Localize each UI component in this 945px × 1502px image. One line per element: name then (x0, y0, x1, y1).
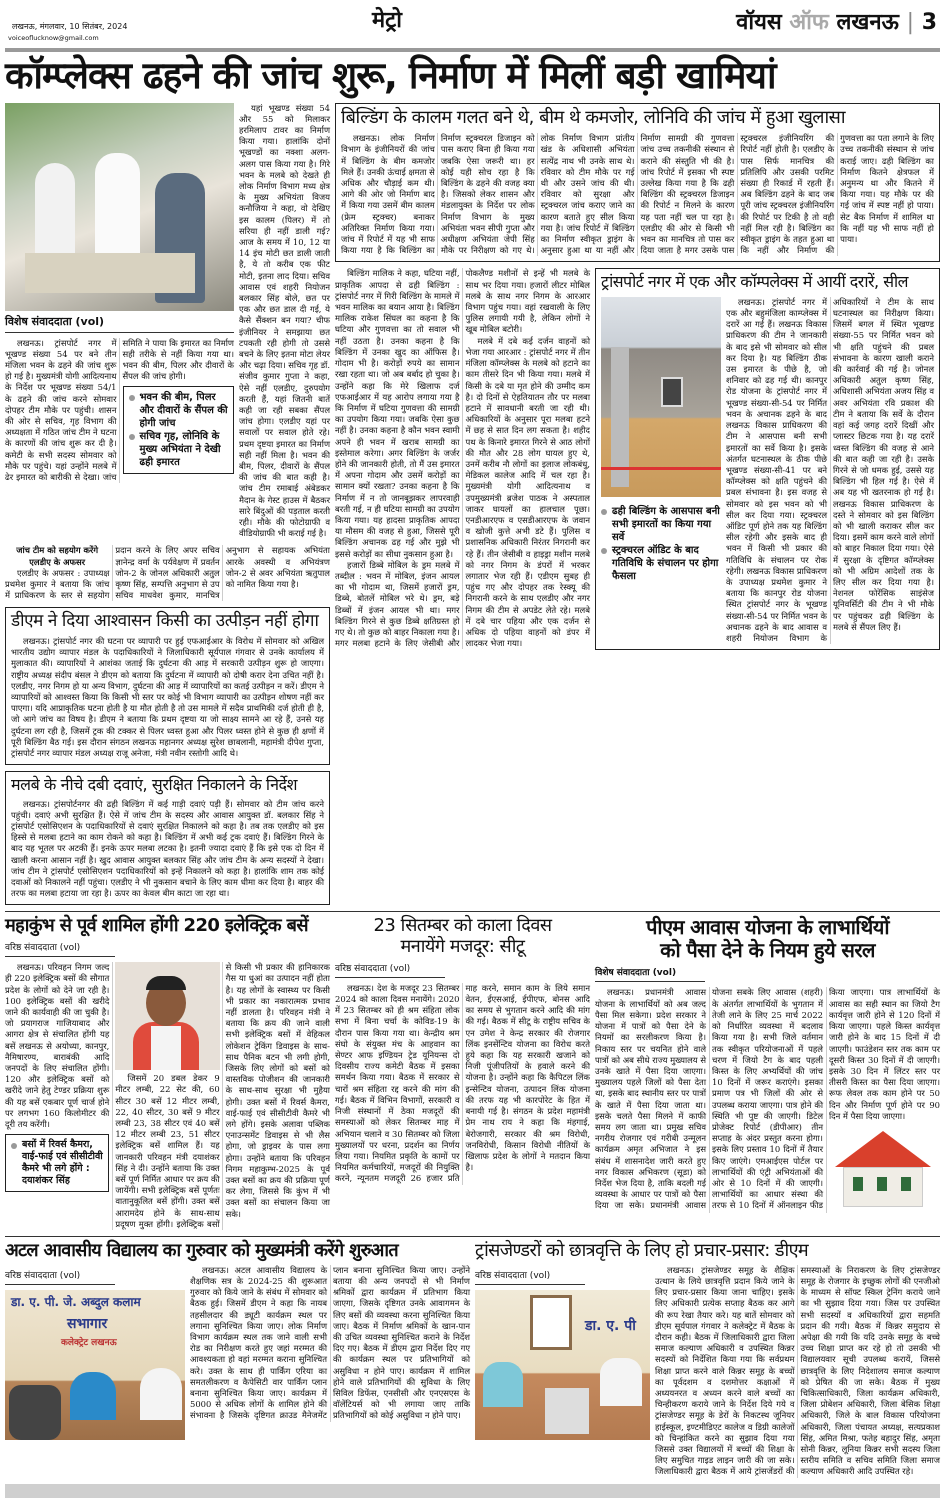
section-title: मेट्रो (372, 8, 402, 33)
logo-word: वॉयस (736, 10, 782, 35)
pmay-headline-line1: पीएम आवास योजना के लाभार्थियों (646, 915, 889, 940)
crack-headline: ट्रांसपोर्ट नगर में एक और कॉम्पलेक्स में आयीं दरारें, सील (601, 272, 909, 292)
bus-headline: महाकुंभ से पूर्व शामिल होंगी 220 इलेक्ट्रिक बसें (5, 915, 308, 937)
photo-sign: सभागार (67, 1315, 108, 1332)
trans-side (475, 1265, 650, 1440)
labour-headline-line2: मनायेंगे मजदूर: सीटू (400, 936, 525, 958)
bus-body (5, 962, 330, 1230)
paragraph: यहां भूखण्ड संख्या 54 और 55 को मिलाकर हरमिलाप टावर का निर्माण किया गया। हालांकि दोनों भूखण्डों का नक्शा अलग-अलग पास किया गया है। गिरे भवन के मलबे को देखते ही लोक निर्माण विभाग मध्य क्षेत्र के मुख्य अभियंता विजय कनौजिया ने कहा, वो देखिए इस कालम (पिलर) में तो सरिया ही नहीं डाली गई? आज के समय में 10, 12 या 14 इंच मोटी छत डाली जाती है, ये तो करीब एक फीट मोटी, इतना लाद दिया। सचिव आवास एवं शहरी नियोजन बलकार सिंह बोले, छत पर एक और छत डाल दी गई, ये कैसे सैंक्शन बन गया? चीफ इंजीनियर ने समझाया छत टपकती रही होगी तो उससे बचने के लिए इतना मोटा लेयर और चढ़ा दिया। सचिव गृह डॉ. संजीव कुमार गुप्ता ने कहा, ऐसे नहीं एलडीए, दुरुपयोग करती हैं, यहां जितनी बातें कही जा रही सबका सैंपल जांच होगा। एलडीए यहां पर सवालों पर सवाल होते रहे। प्रथम दृष्टया इमारत का निर्माण सही नहीं मिला है। भवन की बीम, पिलर, दीवारों के सैंपल की जांच की बात कही है। जांच टीम रमाबाई अंबेडकर मैदान के गेस्ट हाउस में बैठकर सारे बिंदुओं की पड़ताल करती रही। मौके की फोटोग्राफी व वीडियोग्राफी भी कराई गई है। (239, 102, 330, 539)
crack-side (601, 297, 721, 591)
labour-story (335, 916, 590, 1184)
atal-body (190, 1265, 470, 1422)
atal-byline: वरिष्ठ संवाददाता (vol) (5, 1268, 115, 1285)
atal-content (5, 1265, 470, 1440)
dateline: लखनऊ, मंगलवार, 10 सितंबर, 2024 (12, 22, 128, 31)
paragraph: लखनऊ। ट्रांसपोर्ट नगर में भूखण्ड संख्या 54 पर बने तीन मंजिला भवन के ढहने की जांच शुरू हो गई है। मुख्यमंत्री योगी आदित्यनाथ के निर्देश पर भूखण्ड संख्या 54/1 के ढहने की जांच करने सोमवार दोपहर टीम मौके पर पहुंची। शासन की ओर से सचिव, गृह विभाग की अध्यक्षता में गठित जांच टीम ने घटना के कारणों की जांच शुरू कर दी है। कमेटी के सभी सदस्य सोमवार को मौके पर पहुंचे। यहां उन्होंने मलबे में ढेर इमारत को बारीकी से देखा। जांच समिति ने पाया कि इमारत का निर्माण सही तरीके से नहीं किया गया था। भवन की बीम, पिलर और दीवारों के सैंपल की जांच होगी। (5, 337, 234, 482)
lead-headline: कॉम्प्लेक्स ढहने की जांच शुरू, निर्माण में मिलीं बड़ी खामियां (5, 54, 776, 97)
lead-story (5, 103, 330, 540)
masthead (5, 0, 940, 48)
trans-content (475, 1265, 940, 1478)
labour-headline-line1: 23 सितम्बर को काला दिवस (373, 915, 552, 937)
pwd-story-box (335, 103, 940, 263)
atal-side (5, 1265, 185, 1440)
page-number: 3 (921, 10, 937, 35)
labour-body (335, 983, 590, 1185)
divider (5, 911, 940, 912)
minister-photo (115, 962, 219, 1070)
pmay-body (595, 987, 940, 1213)
lead-byline: विशेष संवाददाता (vol) (5, 314, 234, 333)
masthead-rule (5, 48, 940, 52)
labour-byline: वरिष्ठ संवाददाता (vol) (335, 961, 445, 978)
bus-story (5, 916, 330, 1230)
pmay-story (595, 916, 940, 1213)
crack-story-box (595, 268, 940, 650)
owner-debris-body (335, 268, 590, 649)
logo-word: ऑफ (789, 10, 829, 35)
dm-headline: डीएम ने दिया आश्वासन किसी का उत्पीड़न नहीं होगा (11, 611, 319, 632)
meeting-photo (5, 1290, 185, 1440)
right-column (335, 103, 940, 651)
row-2 (5, 916, 940, 1230)
callout-item: बसों में रिवर्स कैमरा, वाई-फाई एवं सीसीटीवी कैमरे भी लगे होंगे : दयाशंकर सिंह (11, 1139, 103, 1187)
paragraph: लखनऊ। देश के मजदूर 23 सितम्बर 2024 को काला दिवस मनायेंगे। 2020 में 23 सितम्बर को ही श्रम संहिता लोक सभा में बिना चर्चा के कोविड-19 के दौरान पास किया गया था। केन्द्रीय श्रम संघो के संयुक्त मंच के आहवान का सेण्टर आफ इण्डियन ट्रेड यूनियन्स दो दिवसीय राज्य कमेटी बैठक में इसका समर्थन किया गया। बैठक में सरकार से चारों श्रम संहिता रद्द करने की मांग की गई। बैठक में विभिन विभागों, सरकारी व निजी संस्थानों में ठेका मजदूरों की समस्याओं को लेकर सितम्बर माह में अभियान चलाने व 30 सितम्बर को जिला मुख्यालयों पर धरना, प्रदर्शन का निर्णय लिया गया। नियमित प्रकृति के कामों पर नियमित कर्मचारियों, मजदूरों की नियुक्ति करने, न्यूनतम मजदूरी 26 हजार प्रति माह करने, समान काम के लिये समान वेतन, ईएसआई, ईपीएफ, बोनस आदि का समय से भुगतान करने आदि की मांग की गई। बैठक में सीटू के राष्ट्रीय सचिव के एन उमेश ने केन्द्र सरकार की रोजगार लिंक इनसेंन्टिव योजना का विरोध करते हुये कहा कि यह सरकारी खजाने को निजी पूंजीपतियों के हवाले करने की योजना है। उन्होंने कहा कि कैपिटल लिंक इन्सेन्टिव योजना, उत्पादन लिंक योजना की तरफ यह भी कारपोरेट के हित में बनायी गई है। संगठन के प्रदेश महामंत्री प्रेम नाथ राय ने कहा कि मंहगाई, बेरोजगारी, सरकार की श्रम विरोधी, जनविरोधी, किसान विरोधी नीतियों के खिलाफ प्रदेश के लोगों ने मतदान किया है। (335, 982, 590, 1184)
crack-callout (601, 501, 721, 587)
pwd-headline: बिल्डिंग के कालम गलत बने थे, बीम थे कमजोर, लोनिवि की जांच में हुआ खुलासा (341, 106, 845, 128)
atal-headline: अटल आवासीय विद्यालय का गुरुवार को मुख्यमंत्री करेंगे शुरुआत (5, 1240, 398, 1262)
paragraph: मलबे में दबे कई दर्जन वाहनों को भेजा गया आरआर : ट्रांसपोर्ट नगर में तीन मंजिला कॉम्प्लेक्स के मलबे को हटाने का काम तीसरे दिन भी किया गया। मलबे में किसी के दबे या मृत होने की उम्मीद कम है। दो दिनों से ऐहतियातन तौर पर मलबा हटाने में सावधानी बरती जा रही थी। अधिकारियों के अनुसार पूरा मलबा हटने में छह से सात दिन लग सकता है। शहीद पथ के किनारे इमारत गिरने से आठ लोगों की मौत और 28 लोग घायल हुए थे, उनमें करीब नौ लोगों का इलाज लोकबंधु, मेडिकल कालेज आदि में चल रहा है। मुख्यमंत्री योगी आदित्यनाथ व उपमुख्यमंत्री ब्रजेश पाठक ने अस्पताल जाकर घायलों का हालचाल पूछा। एनडीआरएफ व एसडीआरएफ के जवान व खोजी कुत्ते अभी डटे हैं। पुलिस व प्रशासनिक अधिकारी निरंतर निगरानी कर रहे हैं। तीन जेसीबी व हाइड्रा मशीन मलबे को नगर निगम के डंपरों में भरकर लगातार भेज रही हैं। एडीएम सुबह ही पहुंच गए और दोपहर तक रेस्क्यू की निगरानी करने के साथ एलडीए और नगर निगम की टीम से अपडेट लेते रहे। मलबे में दबे चार पहिया और एक दर्जन से अधिक दो पहिया वाहनों को डंपर में लादकर भेजा गया। (465, 335, 590, 649)
lead-photo (5, 103, 234, 311)
dm-story-box (5, 607, 330, 765)
lead-body-bottom (5, 545, 330, 601)
lead-main (5, 103, 234, 484)
paragraph: जिसमें 20 डबल डेकर 9 मीटर लम्बी, 22 सेट की, 60 सीटर 30 बसें 12 मीटर लम्बी, 22, 40 सीटर, 30 बसें 9 मीटर लम्बी 23, 38 सीटर एवं 40 बसें 12 मीटर लम्बी 23, 51 सीटर इलेक्ट्रिक बसें शामिल हैं। यह जानकारी परिवहन मंत्री दयाशंकर सिंह ने दी। उन्होंने बताया कि उक्त बसें पूर्ण निर्मित आधार पर क्रय की जायेंगी। सभी इलेक्ट्रिक बसें पूर्णतः वातानुकूलित बसें होंगी। उक्त बसें आरामदेय होने के साथ-साथ प्रदूषण मुक्त होंगी। इलेक्ट्रिक बसों से किसी भी प्रकार की हानिकारक गैस या धुआं का उत्पादन नहीं होता है। यह लोगों के स्वास्थ्य पर किसी भी प्रकार का नकारात्मक प्रभाव नहीं डालता है। परिवहन मंत्री ने बताया कि क्रय की जाने वाली सभी इलेक्ट्रिक बसों में वेहिकल लोकेशन ट्रेकिंग डिवाइस के साथ-साथ पैनिक बटन भी लगी होगी, जिसके लिए लोगों को बसों को वास्तविक पोजीशन की जानकारी के साथ-साथ सुरक्षा भी मुहैया होगी। उक्त बसों में रिवर्स कैमरा, वाई-फाई एवं सीसीटीवी कैमरे भी लगे होंगे। इसके अलावा पब्लिक एनाउन्समेंट डिवाइस से भी लैस होगा, जो ड्राइवर के पास लगा होगा। उन्होंने बताया कि परिवहन निगम महाकुम्भ-2025 के पूर्व उक्त बसों का क्रय की प्रक्रिया पूर्ण कर लेगा, जिससे कि कुंभ में भी उक्त बसों का संचालन किया जा सके। (115, 962, 330, 1229)
trans-headline: ट्रांसजेण्डरों को छात्रवृत्ति के लिए हो प्रचार-प्रसार: डीएम (475, 1240, 809, 1262)
lead-callout (123, 386, 235, 474)
paragraph: लखनऊ। ट्रांसपोर्ट नगर में एक और बहुमंजिला काम्प्लेक्स में दरारें आ गई हैं। लखनऊ विकास प्राधिकरण की टीम ने जानकारी के बाद इसे भी सोमवार को सील कर दिया है। यह बिल्डिंग ठीक उस इमारत के पीछे है, जो शनिवार को ढह गई थी। कानपुर रोड योजना के ट्रांसपोर्ट नगर में भूखण्ड संख्या-सी-54 पर निर्मित भवन के अचानक ढहने के बाद लखनऊ विकास प्राधिकरण की टीम ने आसपास बनी सभी इमारतों का सर्वे किया है। इसके अंतर्गत घटनास्थल के ठीक पीछे भूखण्ड संख्या-सी-41 पर बने कॉम्प्लेक्स को क्षति पहुंचने की प्रबल संभावना है। इस वजह से सोमवार को इस भवन को भी सील कर दिया गया। स्ट्रक्चरल ऑडिट पूर्ण होने तक यह बिल्डिंग सील रहेगी और इसके बाद ही भवन में किसी भी प्रकार की गतिविधि के संचालन पर रोक रहेगी। लखनऊ विकास प्राधिकरण के उपाध्यक्ष प्रथमेश कुमार ने बताया कि कानपुर रोड योजना स्थित ट्रांसपोर्ट नगर के भूखण्ड संख्या-सी-54 पर निर्मित भवन के अचानक ढहने के बाद आवास व शहरी नियोजन विभाग के अधिकारियों ने टीम के साथ घटनास्थल का निरीक्षण किया। जिसमें बगल में स्थित भूखण्ड संख्या-55 पर निर्मित भवन को भी क्षति पहुंचने की प्रबल संभावना के कारण खाली कराने की कार्रवाई की गई है। जोनल अधिकारी अतुल कृष्ण सिंह, अधिशासी अभियंता अजय सिंह व अवर अभियंता रवि प्रकाश की टीम ने बताया कि सर्वे के दौरान वहां कई जगह दरारें दिखीं और प्लास्टर छिटक गया है। यह दरारें ध्वस्त बिल्डिंग की वजह से आने की बात कही जा रही है। उसके गिरने से जो धमक हुई, उससे यह बिल्डिंग भी हिल गई है। ऐसे में अब यह भी खतरनाक हो गई है। लखनऊ विकास प्राधिकरण के दस्ते ने सोमवार को इस बिल्डिंग को भी खाली कराकर सील कर दिया। इसमें काम करने वाले लोगों को बाहर निकाल दिया गया। ऐसे में सुरक्षा के दृष्टिगत कॉम्प्लेक्स को भी अग्रिम आदेशों तक के लिए सील कर दिया गया है। नेशनल फोरेंसिक साइंसेज यूनिवर्सिटी की टीम ने भी मौके पर पहुंचकर ढही बिल्डिंग के मलबे से सैंपल लिए हैं। (726, 296, 934, 643)
bus-byline: वरिष्ठ संवाददाता (vol) (5, 940, 115, 957)
medicine-headline: मलबे के नीचे दबी दवाएं, सुरक्षित निकालने के निर्देश (11, 775, 298, 795)
photo-sign: डा. ए. पी. जे. अब्दुल कलाम (11, 1294, 141, 1309)
paragraph: लखनऊ। प्रधानमंत्री आवास योजना के लाभार्थियों को अब जल्द पैसा मिल सकेगा। प्रदेश सरकार ने योजना में पात्रों को पैसा देने के नियमों का सरलीकरण किया है। निकाय स्तर पर चयनित होने वाले पात्रों को अब सीधे राज्य मुख्यालय से उनके खाते में पैसा दिया जाएगा। मुख्यालय पहले जिलों को पैसा देता था, इसके बाद स्थानीय स्तर पर पात्रों के खाते में पैसा दिया जाता था। इसके चलते पैसा मिलने में काफी समय लग जाता था। प्रमुख सचिव नगरीय रोजगार एवं गरीबी उन्मूलन कार्यक्रम अमृत अभिजात ने इस संबंध में शासनादेश जारी करते हुए नगर विकास अभिकरण (सूडा) को निर्देश भेज दिया है, ताकि बदली गई व्यवस्था के आधार पर पात्रों को पैसा दिया जा सके। प्रधानमंत्री आवास योजना सबके लिए आवास (शहरी) के अंतर्गत लाभार्थियों के भुगतान में तेजी लाने के लिए 25 मार्च 2022 को निर्धारित व्यवस्था में बदलाव किया गया है। सभी जिले वर्तमान तक स्वीकृत परियोजनाओं में पहले चरण में जियो टैग के बाद पहली किस्त के लिए अभ्यर्थियों की जांच 10 दिनों में जरूर कराएंगे। इसका प्रमाण पत्र भी जिलों की ओर से उपलब्ध कराया जाएगा। पात्र होने की स्थिति भी पुष्ट की जाएगी। डिटेल प्रोजेक्ट रिपोर्ट (डीपीआर) तीन सप्ताह के अंदर प्रस्तुत करना होगा। इसके लिए प्रस्ताव 10 दिनों में तैयार किए जाएंगे। एमआईएस पोर्टल पर लाभार्थियों की एंट्री अभियंताओं की ओर से 10 दिनों में की जाएगी। लाभार्थियों का आधार संस्था की तरफ से 10 दिनों में ऑनलाइन फीड किया जाएगा। पात्र लाभार्थियों के आवास का सही स्थान का जियो टैग कार्यवृत्त जारी होने से 120 दिनों में किया जाएगा। पहले किस्त कार्यवृत्त जारी होने के बाद 15 दिनों में दी जाएगी। फाउंडेशन स्तर तक काम पर दूसरी किस्त 30 दिनों में दी जाएगी। इसके 30 दिन में लिंटर स्तर पर तीसरी किस्त का पैसा दिया जाएगा। रूफ लेवल तक काम होने पर 50 दिन और निर्माण पूर्ण होने पर 90 दिन में पैसा दिया जाएगा। (595, 987, 940, 1211)
email: voiceoflucknow@gmail.com (8, 34, 99, 42)
subhead: जांच टीम को सहयोग करेंगे एलडीए के अफसर (16, 545, 99, 567)
callout-item: भवन की बीम, पिलर और दीवारों के सैंपल की होगी जांच (129, 391, 229, 430)
mid-right-row (335, 268, 940, 650)
pwd-body (341, 133, 934, 256)
row-3 (5, 1241, 940, 1478)
crack-body (726, 297, 934, 644)
footer-bar (5, 1484, 940, 1498)
paragraph: बिल्डिंग मालिक ने कहा, घटिया नहीं, प्राकृतिक आपदा से ढही बिल्डिंग : ट्रांसपोर्ट नगर में गिरी बिल्डिंग के मामले में भवन मालिक का बयान आया है। बिल्डिंग मालिक राकेश सिंघल का कहना है कि घटिया और गुणवत्ता का तो सवाल भी नहीं उठता है। उनका कहना है कि बिल्डिंग में उनका खुद का ऑफिस है। गोदाम भी है। करोड़ों रुपये का सामान रखा रहता था। जो अब बर्बाद हो चुका है। उन्होंने कहा कि मेरे खिलाफ दर्ज एफआईआर में यह आरोप लगाया गया है कि निर्माण में घटिया गुणवत्ता की सामग्री का उपयोग किया गया। जबकि ऐसा कुछ नहीं है। उनका कहना है कौन भवन स्वामी अपने ही भवन में खराब सामग्री का इस्तेमाल करेगा। अगर बिल्डिंग के जर्जर होने की जानकारी होती, तो मैं उस इमारत में अपना गोदाम और उसमें करोड़ों का सामान क्यों रखता? उनका कहना है कि निर्माण में न तो जानबूझकर लापरवाही बरती गई, न ही घटिया सामग्री का उपयोग किया गया। यह हादसा प्राकृतिक आपदा या मौसम की वजह से हुआ, जिससे पूरी बिल्डिंग अचानक ढह गई और मुझे भी इससे करोड़ों का सीधा नुकसान हुआ है। (335, 268, 460, 559)
divider (5, 1236, 940, 1237)
callout-item: स्ट्रक्चरल ऑडिट के बाद गतिविधि के संचालन पर होगा फैसला (601, 544, 721, 583)
atal-story (5, 1241, 470, 1440)
paragraph: लखनऊ। ट्रांसजेण्डर समूह के शैक्षिक उत्थान के लिये छात्रवृत्ति प्रदान किये जाने के लिए प्रचार-प्रसार किया जाना चाहिए। इसके लिए अधिकारी प्रत्येक सप्ताह बैठक कर आगे की रूप रेखा तैयार करे। यह बातें सोमवार को डीएम सूर्यपाल गंगवार ने कलेक्ट्रेट में बैठक के दौरान कही। बैठक में जिलाधिकारी द्वारा जिला समाज कल्याण अधिकारी व उपस्थित किन्नर सदस्यों को निर्देशित किया गया कि सर्वप्रथम शिक्षा प्राप्त करने वाले किन्नर समूह के बच्चों का पूर्वदशम व दशमोत्तर कक्षाओं में अध्ययनरत व अध्यन करने वाले बच्चों का चिन्हीकरण कराये जाने के निर्देश दिये गये व ट्रांसजेण्डर समूह के डेरों के निकटस्थ जूनियर हाईस्कूल, इण्टमीडिएट कालेज व डिग्री कालेजों को चिन्हांकित करने का सुझाव दिया गया जिससे उक्त विद्यालयों में बच्चों की शिक्षा के लिए समुचित गाइड लाइन जारी की जा सके। जिलाधिकारी द्वारा बैठक में आये ट्रांसजेंडरों की समस्याओं के निराकरण के लिए ट्रांसजेण्डर समूह के रोजगार के इच्छुक लोगों की एनजीओ के माध्यम से सॉफ्ट स्किल ट्रेनिंग कराये जाने का भी सुझाव दिया गया। जिस पर उपस्थित सभी सदस्यों व अधिकारियों द्वारा सहमति प्रदान की गयी। बैठक में किन्नर समुदाय से अपेक्षा की गयी कि यदि उनके समूह के बच्चे उच्च शिक्षा प्राप्त कर रहे हो तो उसकी भी विद्यालयवार सूची उपलब्ध करायें, जिससे छात्रवृत्ति के लिए निदेशालय समाज कल्याण को प्रेषित की जा सके। बैठक में मुख्य चिकित्साधिकारी, जिला कार्यक्रम अधिकारी, जिला प्रोबेशन अधिकारी, जिला बेसिक शिक्षा अधिकारी, जिले के बाल विकास परियोजना अधिकारी, जिला पंचायत अध्यक्ष, सत्यप्रकाश सिंह, अमित मिश्रा, फतेह बहादुर सिंह, अमृता सोनी किन्नर, लूनिया किन्नर सभी सदस्य जिला स्तरीय समिति व सचिव समिति जिला समाज कल्याण अधिकारी आदि उपस्थित रहे। (655, 1264, 940, 1477)
trans-body (655, 1265, 940, 1478)
building-photo (601, 297, 721, 497)
paragraph: हजारों डिब्बे मोबिल के ड्रम मलबे में तब्दील : भवन में मोबिल, इंजन आयल का भी गोदाम था, जिसमें हजारों ड्रम, डिब्बे, बोतलें मोबिल भरे थे। ड्रम, बड़े डिब्बों में इंजन आयल भी था। मगर बिल्डिंग गिरने से कुछ डिब्बे क्षतिग्रस्त हो गए थे। तो कुछ को बाहर निकाला गया है। मगर मलबा हटाने के लिए जेसीबी और पोकलैण्ड मशीनों से इन्हें भी मलबे के साथ भर दिया गया। हजारों लीटर मोबिल मलबे के साथ नगर निगम के आरआर विभाग पहुंच गया। वहां रखवाली के लिए पुलिस लगायी गयी है, लेकिन लोगों ने खूब मोबिल बटोरी। (335, 268, 590, 649)
callout-item: सचिव गृह, लोनिवि के मुख्य अभियंता ने देखी ढही इमारत (129, 430, 229, 469)
paragraph: लखनऊ। लोक निर्माण विभाग के इंजीनियरों की जांच में बिल्डिंग के बीम कमजोर मिले हैं। उनकी ऊंचाई क्षमता से अधिक और चौड़ाई कम थी। आगे की ओर जो निर्माण बाद में किया गया उसमें बीम कालम (फ्रेम स्ट्रक्चर) बनाकर अतिरिक्त निर्माण किया गया। जांच में रिपोर्ट में यह भी साफ किया गया है कि बिल्डिंग का निर्माण स्ट्रक्चरल डिजाइन को पास कराए बिना ही किया गया जबकि ऐसा जरूरी था। हर कोई यही सोच रहा है कि बिल्डिंग के ढहने की वजह क्या है। जिसको लेकर शासन और मंडलायुक्त के निर्देश पर लोक निर्माण विभाग के मुख्य अभियंता भवन सीपी गुप्ता और अधीक्षण अभियंता जेपी सिंह मौके पर निरीक्षण को गए थे। लोक निर्माण विभाग प्रांतीय खंड के अधिशासी अभियंता सत्येंद्र नाथ भी उनके साथ थे। रविवार को टीम मौके पर गई थी और उसने जांच की थी। रविवार को सुरक्षा और स्ट्रक्चरल जांच कराए जाने का कारण बताते हुए सील किया गया है। जांच रिपोर्ट में बिल्डिंग का निर्माण स्वीकृत ड्राइंग के अनुसार हुआ था या नहीं और निर्माण सामग्री की गुणवत्ता जांच उच्च तकनीकी संस्थान से कराने की संस्तुति भी की है। जांच रिपोर्ट में इसका भी स्पष्ट उल्लेख किया गया है कि ढही बिल्डिंग की स्ट्रक्चरल डिजाइन की रिपोर्ट न मिलने के कारण यह पता नहीं चल पा रहा है। एलडीए की ओर से किसी भी भवन का मानचित्र तो पास कर दिया जाता है मगर उसके पास स्ट्रक्चरल इंजीनियरिंग की रिपोर्ट नहीं होती है। एलडीए के पास सिर्फ मानचित्र की प्रतिलिपि और उसकी परमिट संख्या ही रिकार्ड में रहती हैं। अब बिल्डिंग ढहने के बाद जब पूरी जांच स्ट्रक्चरल इंजीनियरिंग की रिपोर्ट पर टिकी है तो वही नहीं मिल रही है। बिल्डिंग का स्वीकृत ड्राइंग के तहत हुआ था कि नहीं और निर्माण की गुणवत्ता का पता लगाने के लिए उच्च तकनीकी संस्थान से जांच कराई जाए। ढही बिल्डिंग का निर्माण कितने क्षेत्रफल में अनुमन्य था और कितने में किया गया। यह मौके पर की गई जांच में स्पष्ट नहीं हो पाया। सेट बैक निर्माण में शामिल था कि नहीं यह भी साफ नहीं हो पाया। (341, 133, 934, 256)
pmay-byline: विशेष संवाददाता (vol) (595, 965, 705, 982)
paragraph: लखनऊ। अटल आवासीय विद्यालय के शैक्षणिक सत्र के 2024-25 की शुरूआत गुरुवार को किये जाने के संबंध में सोमवार को बैठक हुई। जिसमें डीएम ने कहा कि नायब तहसीलदार की ड्यूटी कार्यक्रम स्थल पर लगाना सुनिश्चित किया जाए। लोक निर्माण विभाग कार्यक्रम स्थल तक जाने वाली सभी रोड का निरीक्षण करते हुए जहां मरम्मत की आवश्यकता हो वहां मरम्मत कराना सुनिश्चित करे। उक्त के साथ ही पार्किंग एरिया का समतलीकरण व कैपेसिटी वार पार्किंग प्लान बनाना सुनिश्चित किया जाए। कार्यक्रम में 5000 से अधिक लोगों के शामिल होने की संभावना है जिसके दृष्टिगत क्राउड मैनेजमेंट प्लान बनाना सुनिश्चित किया जाए। उन्होंने बताया की अन्य जनपदों से भी निर्माण श्रमिकों द्वारा कार्यक्रम में प्रतिभाग किया जाएगा, जिसके दृष्टिगत उनके आवागमन के लिए बसों की व्यवस्था करना सुनिश्चित किया जाए। बैठक में निर्माण श्रमिकों के खान-पान की उचित व्यवस्था सुनिश्चित कराने के निर्देश दिए गए। बैठक में डीएम द्वारा निर्देश दिए गए की कार्यक्रम स्थल पर प्रतिभागियों को असुविधा न होने पाए। कार्यक्रम में शामिल होने वाले प्रतिभागियों की सुविधा के लिए सिविल डिफेंस, एनसीसी और एनएसएस के वॉलेंटियर्स को भी लगाया जाए ताकि प्रतिभागियों को कोई असुविधा न होने पाए। (190, 1264, 470, 1421)
paragraph: एलडीए के अफसर : उपाध्यक्ष प्रथमेश कुमार ने बताया कि जांच में प्राधिकरण के स्तर से सहयोग प्रदान करने के लिए अपर सचिव ज्ञानेन्द्र वर्मा के पर्यवेक्षण में प्रवर्तन जोन-2 के जोनल अधिकारी अतुल कृष्ण सिंह, सम्पत्ति अनुभाग से उप सचिव माधवेश कुमार, मानचित्र अनुभाग से सहायक अभियंता आरके अवस्थी व अभियंत्रण जोन-2 से अवर अभियंता ऋतुपाल को नामित किया गया है। (5, 545, 330, 601)
trans-story (475, 1241, 940, 1478)
lead-body-col3 (239, 103, 330, 540)
logo-word: लखनऊ (836, 10, 899, 35)
pmay-headline-line2: को पैसा देने के नियम हुये सरल (660, 938, 875, 963)
paper-logo: वॉयस ऑफ लखनऊ | 3 (736, 10, 937, 35)
paragraph: लखनऊ। ट्रांसपोर्ट नगर की घटना पर व्यापारी पर हुई एफआईआर के विरोध में सोमवार को अखिल भारतीय उद्योग व्यापार मंडल के पदाधिकारियों ने जिलाधिकारी सूर्यपाल गंगवार से उनके कार्यालय में मुलाकात की। व्यापारियों ने आशंका जताई कि दुर्घटना की आड़ में सरकारी उत्पीड़न शुरू हो जाएगा। राष्ट्रीय अध्यक्ष संदीप बंसल ने डीएम को बताया कि दुर्घटना में व्यापारी को दोषी करार देना उचित नहीं है। एलडीए, नगर निगम हो या अन्य विभाग, दुर्घटना की आड़ में व्यापारियों का कतई उत्पीड़न न करें। डीएम ने व्यापारियों को आश्वस्त किया कि किसी भी स्तर पर कोई भी विभाग व्यापारी का उत्पीड़न शोषण नहीं कर पाएगा। यदि आप्राकृतिक घटना होती है या मौत होती है तो उस मामले में सदैव प्राथमिकी दर्ज होती ही है, जो आगे जांच का विषय है। डीएम ने बताया कि प्रथम दृष्टया या जो साक्ष्य सामने आ रहे हैं, उनसे यह दुर्घटना लग रही है, जिसमें ट्रक की टक्कर से पिलर ध्वस्त हुआ और पिलर ध्वस्त होने से कुछ ही क्षणों में पूरी बिल्डिंग बैठ गई। इस दौरान संगठन लखनऊ महानगर अध्यक्ष सुरेश छाबलानी, महामंत्री दीपेश गुप्ता, ट्रांसपोर्ट नगर व्यापार मंडल अध्यक्ष राजू अनेजा, मंत्री नवीन रस्तोगी आदि थे। (11, 636, 324, 759)
lead-body-main (5, 338, 234, 484)
bus-callout (5, 1134, 109, 1192)
trans-byline: वरिष्ठ संवाददाता (vol) (475, 1268, 585, 1285)
photo-sign: कलेक्ट्रेट लखनऊ (61, 1337, 117, 1348)
house-photo (829, 1125, 940, 1213)
trans-meeting-photo (475, 1290, 650, 1440)
photo-sign: डा. ए. पी (585, 1317, 636, 1334)
top-region (5, 103, 940, 906)
dm-body (11, 636, 324, 759)
paragraph: लखनऊ। परिवहन निगम जल्द ही 220 इलेक्ट्रिक बसों की सौगात प्रदेश के लोगों को देने जा रही है। 100 इलेक्ट्रिक बसों की खरीदे जाने की कार्यवाही की जा चुकी है। जो प्रयागराज गाजियाबाद और आगरा क्षेत्र से संचालित होंगी यह बसें लखनऊ से अयोध्या, कानपुर, नैमिषारण्य, बाराबंकी आदि जनपदों के लिए संचालित होंगी। 120 और इलेक्ट्रिक बसों को खरीदे जाने हेतु टेण्डर प्रक्रिया शुरू की यह बसें एकबार पूर्ण चार्ज होने पर लगभग 160 किलोमीटर की दूरी तय करेंगी। (5, 962, 110, 1130)
crack-content (601, 297, 934, 644)
callout-item: ढही बिल्डिंग के आसपास बनी सभी इमारतों का किया गया सर्वे (601, 505, 721, 544)
medicine-body (11, 799, 324, 900)
medicine-story-box (5, 771, 330, 905)
left-column (5, 103, 330, 906)
paragraph: लखनऊ। ट्रांसपोर्टनगर की ढही बिल्डिंग में कई गाड़ी दवाएं पड़ी हैं। सोमवार को टीम जांच करने पहुंची। दवाएं अभी सुरक्षित हैं। ऐसे में जांच टीम के सदस्य और आवास आयुक्त डॉ. बलकार सिंह ने ट्रांसपोर्ट एसोसिएशन के पदाधिकारियों से दवाएं सुरक्षित निकालने को कहा है। तब तक एलडीए को इस हिस्से से मलबा हटाने का काम रोकने को कहा है। बिल्डिंग में अभी कई ट्रक दवाएं हैं। बिल्डिंग गिरने के बाद यह भूतल पर अटकी हैं। इनके ऊपर मलबा लटका है। इतनी ज्यादा दवाएं हैं कि इसे एक दो दिन में खाली करना आसान नहीं है। खुद आवास आयुक्त बलकार सिंह और जांच टीम के अन्य सदस्यों ने देखा। जांच टीम ने ट्रांसपोर्ट एसोसिएशन पदाधिकारियों को इन्हें निकालने को कहा है। हालांकि शाम तक कोई दवाओं को निकालने नहीं पहुंचा। एलडीए ने भी नुकसान बचाने के लिए काम धीमा कर दिया है। बाहर की तरफ का मलबा हटाया जा रहा है। ऊपर का केवल बीम काटा जा रहा था। (11, 798, 324, 899)
